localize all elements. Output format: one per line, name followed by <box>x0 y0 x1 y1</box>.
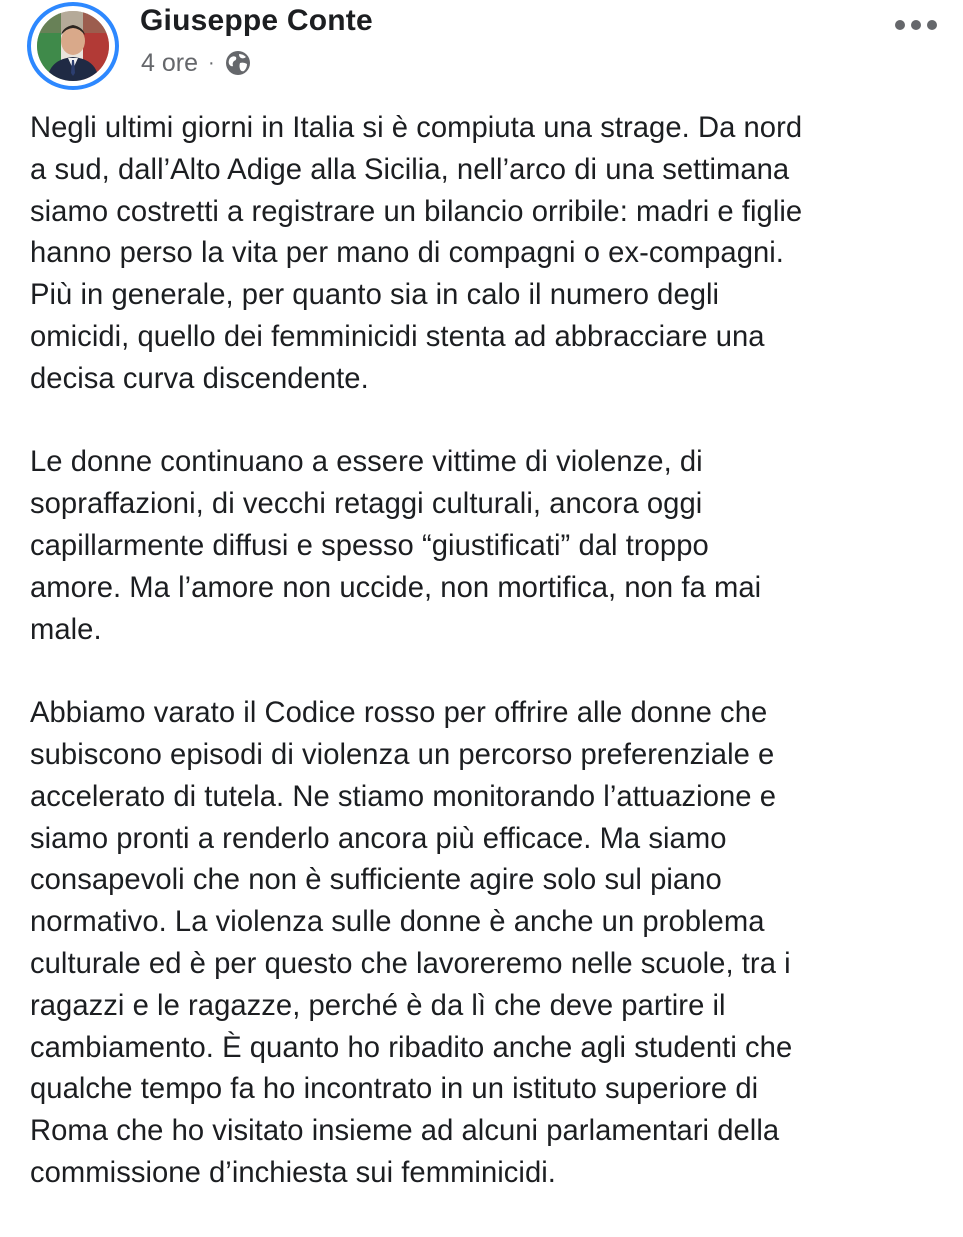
text-line: a sud, dall’Alto Adige alla Sicilia, nell’arco di una settimana <box>30 153 790 186</box>
author-name[interactable]: Giuseppe Conte <box>140 4 373 37</box>
text-line: Abbiamo varato il Codice rosso per offrire alle donne che <box>30 697 768 730</box>
text-line: culturale ed è per questo che lavoreremo nelle scuole, tra i <box>30 947 791 980</box>
text-line: decisa curva discendente. <box>30 362 369 395</box>
post-paragraph-1 <box>30 108 950 401</box>
text-line: ragazzi e le ragazze, perché è da lì che deve partire il <box>30 989 726 1022</box>
more-options-button[interactable] <box>895 14 937 36</box>
avatar-photo <box>37 11 109 81</box>
text-line: siamo costretti a registrare un bilancio orribile: madri e figlie <box>30 195 803 228</box>
text-line: commissione d’inchiesta sui femminicidi. <box>30 1156 556 1189</box>
text-line: hanno perso la vita per mano di compagni o ex-compagni. <box>30 237 784 270</box>
meta-separator: · <box>207 51 215 74</box>
text-line: sopraffazioni, di vecchi retaggi culturali, ancora oggi <box>30 488 703 521</box>
text-line: capillarmente diffusi e spesso “giustificati” dal troppo <box>30 529 709 562</box>
text-line: subiscono episodi di violenza un percorso preferenziale e <box>30 738 775 771</box>
text-line: Roma che ho visitato insieme ad alcuni parlamentari della <box>30 1115 780 1148</box>
post-header <box>0 0 963 100</box>
text-line: amore. Ma l’amore non uccide, non mortifica, non fa mai <box>30 571 762 604</box>
text-line: consapevoli che non è sufficiente agire solo sul piano <box>30 864 722 897</box>
avatar[interactable] <box>37 11 109 81</box>
post-paragraph-2 <box>30 442 950 651</box>
text-line: Più in generale, per quanto sia in calo il numero degli <box>30 279 720 312</box>
text-line: male. <box>30 613 102 646</box>
globe-icon[interactable] <box>224 49 252 77</box>
post-paragraph-3 <box>30 693 950 1195</box>
text-line: normativo. La violenza sulle donne è anche un problema <box>30 906 765 939</box>
text-line: omicidi, quello dei femminicidi stenta ad abbracciare una <box>30 320 765 353</box>
text-line: siamo pronti a renderlo ancora più efficace. Ma siamo <box>30 822 727 855</box>
more-options-dot <box>927 20 937 30</box>
text-line: accelerato di tutela. Ne stiamo monitorando l’attuazione e <box>30 780 776 813</box>
post-meta <box>141 46 252 80</box>
text-line: Le donne continuano a essere vittime di violenze, di <box>30 446 703 479</box>
profile-avatar-ring[interactable] <box>27 2 119 90</box>
text-line: Negli ultimi giorni in Italia si è compiuta una strage. Da nord <box>30 112 803 144</box>
more-options-dot <box>911 20 921 30</box>
more-options-dot <box>895 20 905 30</box>
post-text <box>30 108 950 1237</box>
post-timestamp[interactable]: 4 ore <box>141 48 198 77</box>
text-line: qualche tempo fa ho incontrato in un istituto superiore di <box>30 1073 759 1106</box>
text-line: cambiamento. È quanto ho ribadito anche agli studenti che <box>30 1031 793 1064</box>
